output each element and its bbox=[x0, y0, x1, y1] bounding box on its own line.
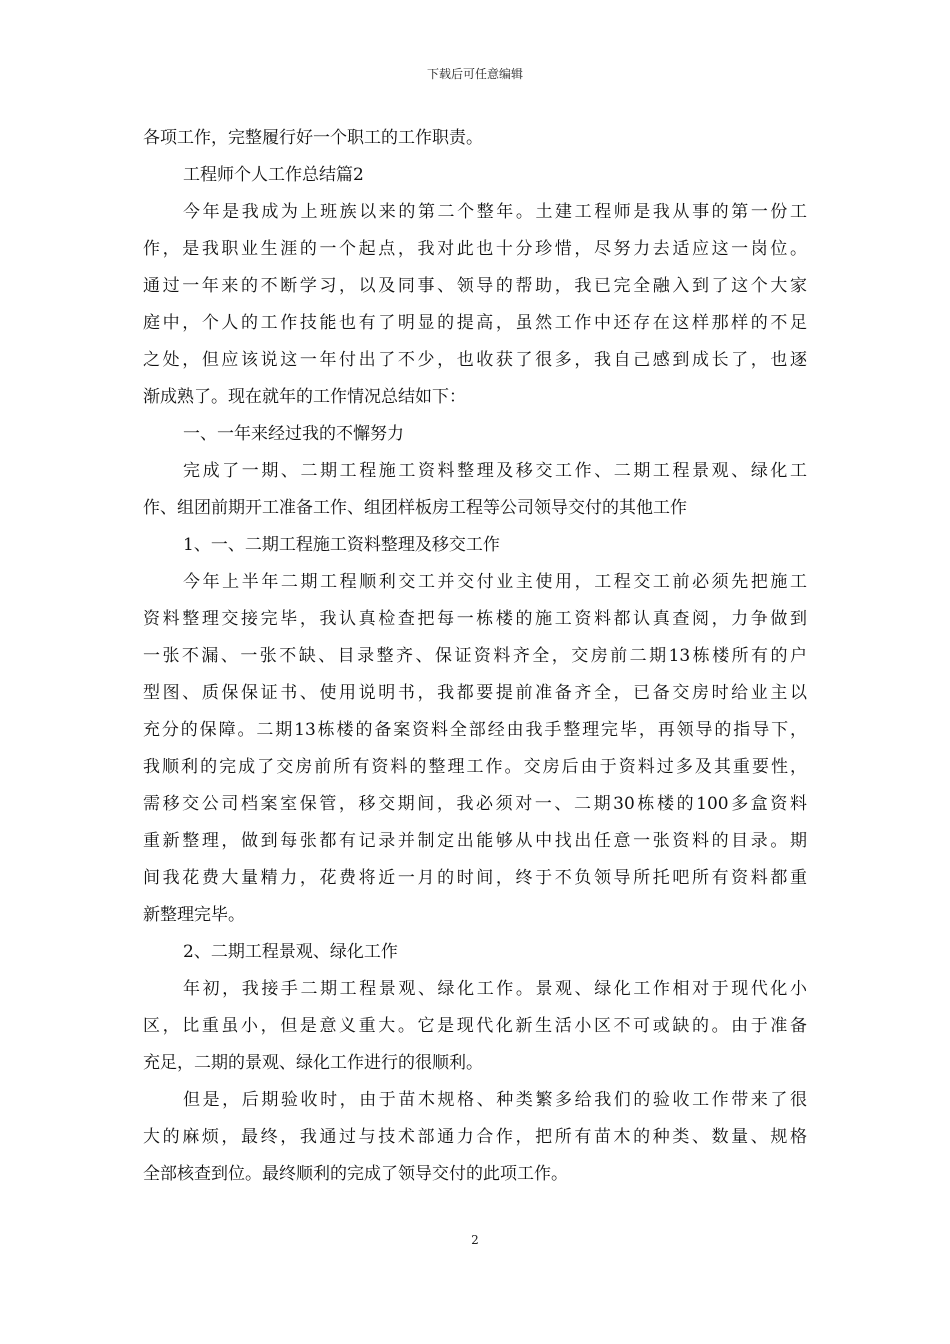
paragraph-line: 大的麻烦，最终，我通过与技术部通力合作，把所有苗木的种类、数量、规格 bbox=[143, 1127, 807, 1147]
paragraph-line: 各项工作，完整履行好一个职工的工作职责。 bbox=[143, 128, 483, 148]
paragraph-line: 作、组团前期开工准备工作、组团样板房工程等公司领导交付的其他工作 bbox=[143, 498, 687, 518]
page-number: 2 bbox=[471, 1233, 479, 1247]
paragraph-line: 之处，但应该说这一年付出了不少，也收获了很多，我自己感到成长了，也逐 bbox=[143, 350, 807, 370]
paragraph-line: 新整理完毕。 bbox=[143, 905, 245, 925]
paragraph-line: 今年上半年二期工程顺利交工并交付业主使用，工程交工前必须先把施工 bbox=[183, 572, 807, 592]
paragraph-line: 通过一年来的不断学习，以及同事、领导的帮助，我已完全融入到了这个大家 bbox=[143, 276, 807, 296]
paragraph-line: 渐成熟了。现在就年的工作情况总结如下： bbox=[143, 387, 466, 407]
paragraph-line: 一张不漏、一张不缺、目录整齐、保证资料齐全，交房前二期13栋楼所有的户 bbox=[143, 646, 807, 666]
section-heading: 1、一、二期工程施工资料整理及移交工作 bbox=[183, 535, 500, 555]
paragraph-line: 重新整理，做到每张都有记录并制定出能够从中找出任意一张资料的目录。期 bbox=[143, 831, 807, 851]
section-heading: 工程师个人工作总结篇2 bbox=[183, 165, 364, 185]
paragraph-line: 充足，二期的景观、绿化工作进行的很顺利。 bbox=[143, 1053, 483, 1073]
paragraph-line: 全部核查到位。最终顺利的完成了领导交付的此项工作。 bbox=[143, 1164, 568, 1184]
paragraph-line: 资料整理交接完毕，我认真检查把每一栋楼的施工资料都认真查阅，力争做到 bbox=[143, 609, 807, 629]
paragraph-line: 型图、质保保证书、使用说明书，我都要提前准备齐全，已备交房时给业主以 bbox=[143, 683, 807, 703]
paragraph-line: 今年是我成为上班族以来的第二个整年。土建工程师是我从事的第一份工 bbox=[183, 202, 807, 222]
section-heading: 2、二期工程景观、绿化工作 bbox=[183, 942, 398, 962]
paragraph-line: 我顺利的完成了交房前所有资料的整理工作。交房后由于资料过多及其重要性， bbox=[143, 757, 807, 777]
paragraph-line: 区，比重虽小，但是意义重大。它是现代化新生活小区不可或缺的。由于准备 bbox=[143, 1016, 807, 1036]
paragraph-line: 需移交公司档案室保管，移交期间，我必须对一、二期30栋楼的100多盒资料 bbox=[143, 794, 807, 814]
paragraph-line: 完成了一期、二期工程施工资料整理及移交工作、二期工程景观、绿化工 bbox=[183, 461, 807, 481]
paragraph-line: 间我花费大量精力，花费将近一月的时间，终于不负领导所托吧所有资料都重 bbox=[143, 868, 807, 888]
paragraph-line: 充分的保障。二期13栋楼的备案资料全部经由我手整理完毕，再领导的指导下， bbox=[143, 720, 807, 740]
paragraph-line: 庭中，个人的工作技能也有了明显的提高，虽然工作中还存在这样那样的不足 bbox=[143, 313, 807, 333]
paragraph-line: 但是，后期验收时，由于苗木规格、种类繁多给我们的验收工作带来了很 bbox=[183, 1090, 807, 1110]
page-header: 下载后可任意编辑 bbox=[426, 67, 523, 81]
section-heading: 一、一年来经过我的不懈努力 bbox=[183, 424, 404, 444]
paragraph-line: 年初，我接手二期工程景观、绿化工作。景观、绿化工作相对于现代化小 bbox=[183, 979, 807, 999]
paragraph-line: 作，是我职业生涯的一个起点，我对此也十分珍惜，尽努力去适应这一岗位。 bbox=[143, 239, 807, 259]
document-body bbox=[143, 120, 807, 1193]
